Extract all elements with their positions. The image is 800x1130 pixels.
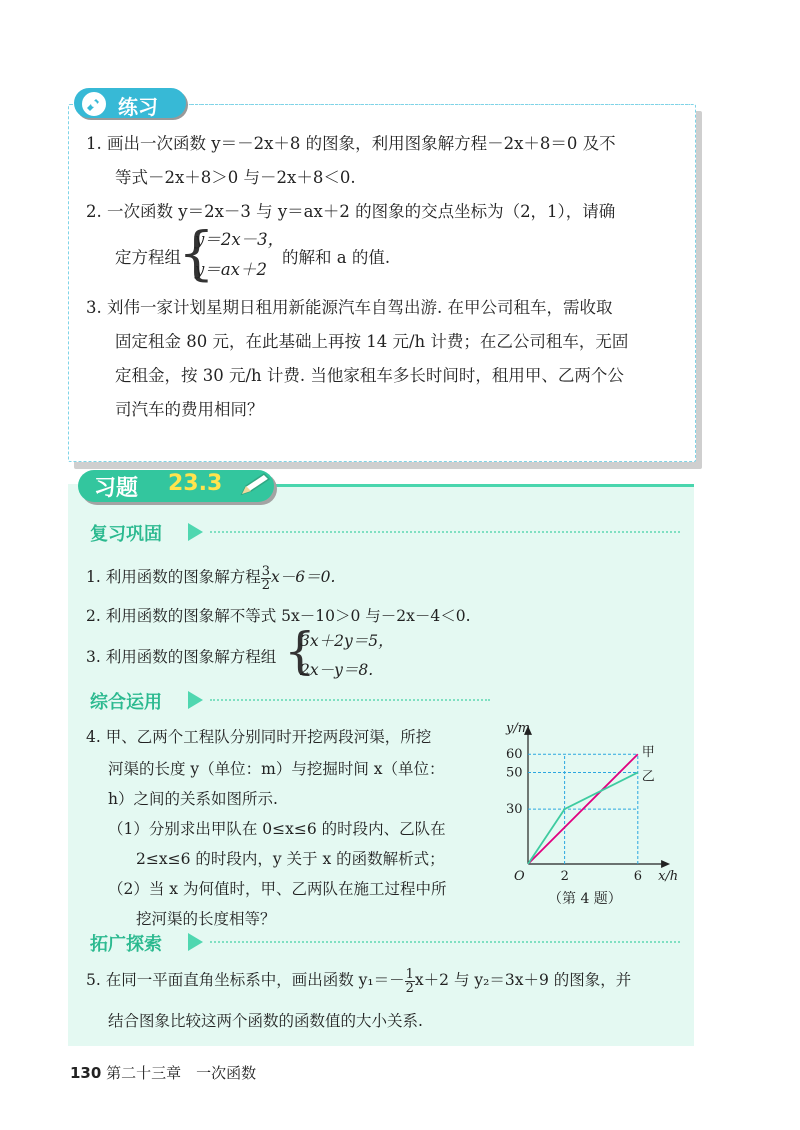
section-review-heading: 复习巩固 [90,524,162,545]
section-divider [210,699,490,701]
exercise-tab-label: 练习 [118,95,158,119]
y-axis-label: y/m [506,720,531,736]
series-label: 甲 [641,745,655,761]
x-axis-label: x/h [658,869,679,884]
question-number: 2. [86,202,102,221]
homework-q2 [86,601,471,631]
sub-question-1-cont: 2≤x≤6 的时段内，y 关于 x 的函数解析式； [136,850,445,868]
page-footer [70,1062,256,1083]
y-tick-label: 30 [506,802,523,818]
sub-question-1: （1）分别求出甲队在 0≤x≤6 的时段内、乙队在 [108,820,446,838]
homework-q4 [86,722,431,752]
homework-q5 [86,965,631,995]
question-text: 利用函数的图象解方程组 [105,648,277,666]
line-chart [492,714,682,914]
x-tick-label: 6 [633,869,643,884]
question-text: 在同一平面直角坐标系中，画出函数 y₁＝－ [105,971,405,989]
series-label: 乙 [641,769,655,785]
system-prefix: 定方程组 [115,248,181,267]
question-line: 结合图象比较这两个函数的函数值的大小关系. [108,1012,423,1030]
sub-question-2: （2）当 x 为何值时，甲、乙两队在施工过程中所 [108,880,447,898]
system-equation-2: 2x－y＝8. [300,661,374,679]
system-brace: { [178,219,215,287]
system-brace: { [284,622,316,680]
question-number: 1. [86,134,102,153]
section-apply-heading: 综合运用 [90,692,162,713]
y-tick-label: 50 [506,765,523,781]
series-line-yi [528,773,638,865]
system-equation-1: 3x＋2y＝5， [300,632,394,650]
question-number: 4. [86,728,101,746]
system-equation-1: y＝2x－3， [195,230,285,249]
figure-caption: （第 4 题） [548,891,622,907]
homework-q3 [86,642,276,672]
x-tick-label: 2 [560,869,569,884]
homework-q1 [86,562,335,592]
question-number: 1. [86,568,101,586]
question-line: 刘伟一家计划星期日租用新能源汽车自驾出游. 在甲公司租车，需收取 [107,298,613,317]
fraction: $\frac{3}{2}$ [261,563,271,593]
question-text: 利用函数的图象解不等式 5x－10＞0 与－2x－4＜0. [105,607,471,625]
x-axis-arrow [661,860,670,868]
arrow-right-icon [188,691,203,709]
homework-top-line [236,484,694,487]
question-line: 定租金，按 30 元/h 计费. 当他家租车多长时间时，租用甲、乙两个公 [115,366,624,385]
question-line: 画出一次函数 y＝－2x＋8 的图象，利用图象解方程－2x＋8＝0 及不 [107,134,616,153]
y-tick-label: 60 [506,747,523,763]
section-divider [210,941,680,943]
question-line: 一次函数 y＝2x－3 与 y＝ax＋2 的图象的交点坐标为（2，1），请确 [107,202,616,221]
exercise-q3 [86,291,613,325]
chapter-title: 第二十三章 一次函数 [106,1064,257,1082]
question-text: x－6＝0. [271,568,336,586]
sub-question-2-cont: 挖河渠的长度相等？ [136,910,276,928]
question-line: 司汽车的费用相同？ [115,400,264,419]
pencil-badge-icon [80,90,108,118]
system-suffix: 的解和 a 的值. [282,248,391,267]
homework-tab-number: 23.3 [168,471,223,496]
page-number: 130 [70,1064,102,1082]
question-number: 5. [86,971,101,989]
pencil-icon [238,472,272,502]
exercise-top-dotted-line [186,104,692,105]
question-number: 3. [86,298,102,317]
question-line: 河渠的长度 y（单位：m）与挖掘时间 x（单位： [108,760,445,778]
exercise-q2 [86,195,615,229]
question-text: x＋2 与 y₂＝3x＋9 的图象，并 [414,971,632,989]
question-line: 固定租金 80 元，在此基础上再按 14 元/h 计费；在乙公司租车，无固 [115,332,629,351]
question-line: 甲、乙两个工程队分别同时开挖两段河渠，所挖 [105,728,432,746]
question-text: 利用函数的图象解方程 [105,568,261,586]
section-divider [210,531,680,533]
question-number: 2. [86,607,101,625]
fraction: $\frac{1}{2}$ [405,966,414,996]
homework-tab-label: 习题 [94,476,139,501]
system-equation-2: y＝ax＋2 [195,260,267,279]
question-number: 3. [86,648,101,666]
exercise-q1 [86,127,616,161]
arrow-right-icon [188,523,203,541]
arrow-right-icon [188,933,203,951]
section-extend-heading: 拓广探索 [90,934,162,955]
question-line: h）之间的关系如图所示. [108,790,278,808]
origin-label: O [514,869,525,884]
question-line: 等式－2x＋8＞0 与－2x＋8＜0. [115,168,356,187]
